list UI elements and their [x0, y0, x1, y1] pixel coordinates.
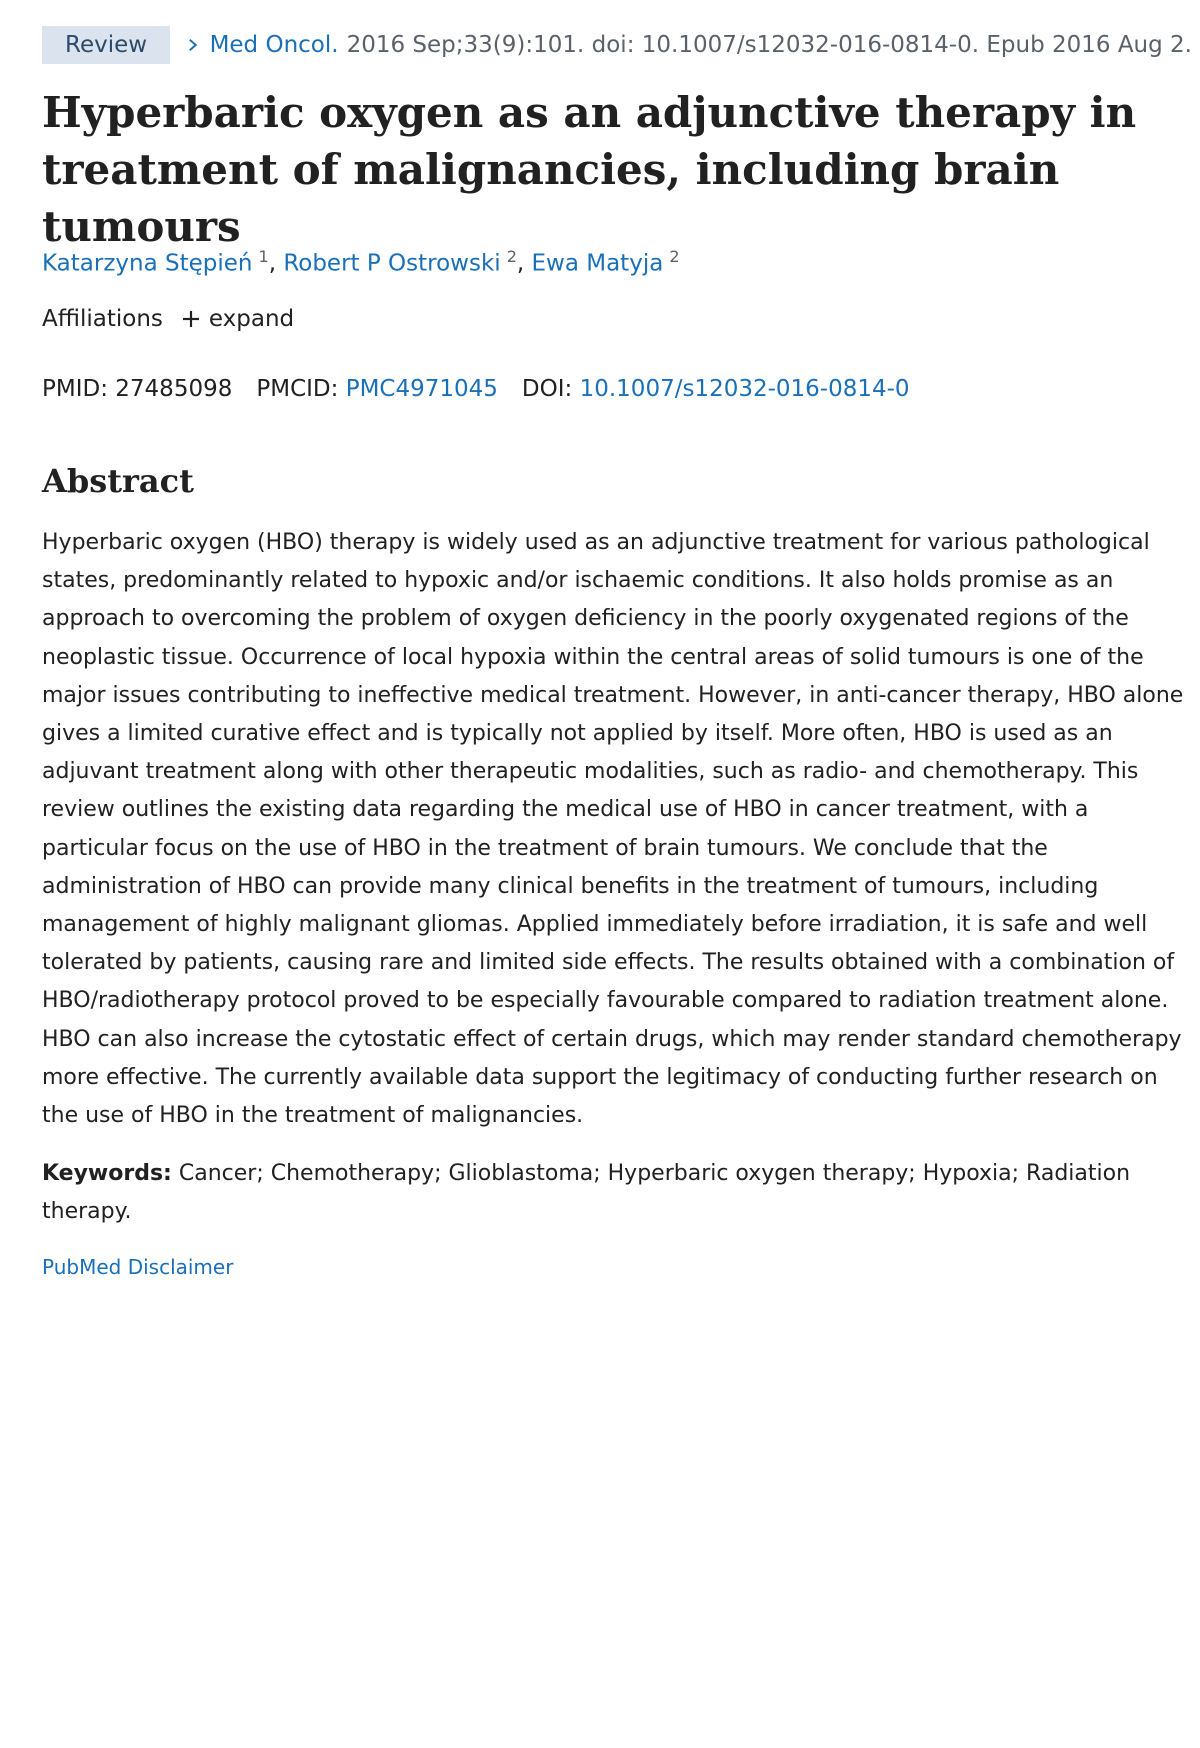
review-badge: Review [42, 26, 170, 64]
keywords [42, 1155, 1182, 1231]
citation-text: 2016 Sep;33(9):101. doi: 10.1007/s12032-016-0814-0. Epub 2016 Aug 2. [346, 32, 1192, 58]
author-separator: , [268, 250, 284, 277]
keywords-label: Keywords: [42, 1161, 172, 1186]
abstract-text: Hyperbaric oxygen (HBO) therapy is widely used as an adjunctive treatment for various pathological states, predominantly related to hypoxic and/or ischaemic conditions. It also holds promise as an approach to overcoming the problem of oxygen deficiency in the poorly oxygenated regions of the neoplastic tissue. Occurrence of local hypoxia within the central areas of solid tumours is one of the major issues contributing to ineffective medical treatment. However, in anti-cancer therapy, HBO alone gives a limited curative effect and is typically not applied by itself. More often, HBO is used as an adjuvant treatment along with other therapeutic modalities, such as radio- and chemotherapy. This review outlines the existing data regarding the medical use of HBO in cancer treatment, with a particular focus on the use of HBO in the treatment of brain tumours. We conclude that the administration of HBO can provide many clinical benefits in the treatment of tumours, including management of highly malignant gliomas. Applied immediately before irradiation, it is safe and well tolerated by patients, causing rare and limited side effects. The results obtained with a combination of HBO/radiotherapy protocol proved to be especially favourable compared to radiation treatment alone. HBO can also increase the cytostatic effect of certain drugs, which may render standard chemotherapy more effective. The currently available data support the legitimacy of conducting further research on the use of HBO in the treatment of malignancies. [42, 530, 1184, 1129]
affiliation-number[interactable]: 2 [506, 247, 517, 266]
journal-link[interactable]: Med Oncol. [209, 32, 339, 58]
affiliation-number[interactable]: 2 [669, 247, 680, 266]
pubmed-disclaimer-link[interactable]: PubMed Disclaimer [42, 1255, 234, 1279]
author-link[interactable]: Ewa Matyja [531, 250, 664, 277]
affiliation-number[interactable]: 1 [258, 247, 269, 266]
doi-label: DOI: [521, 376, 573, 402]
pmid-group [42, 376, 232, 402]
chevron-right-icon[interactable] [186, 35, 200, 55]
affiliations-row [42, 306, 294, 332]
pmcid-group [256, 376, 498, 402]
abstract-heading: Abstract [42, 462, 194, 500]
identifiers-row [42, 376, 934, 402]
doi-group [522, 376, 910, 402]
expand-label: expand [208, 306, 295, 332]
article-citation-line [42, 26, 1192, 64]
pmid-value: 27485098 [115, 376, 233, 402]
plus-icon [181, 309, 201, 329]
pmcid-label: PMCID: [256, 376, 339, 402]
expand-affiliations-button[interactable] [181, 306, 294, 332]
author-list [42, 247, 680, 277]
affiliations-label: Affiliations [42, 306, 163, 332]
article-page [42, 26, 1192, 1279]
author-link[interactable]: Robert P Ostrowski [283, 250, 501, 277]
pmid-label: PMID: [42, 376, 108, 402]
author-link[interactable]: Katarzyna Stępień [42, 250, 253, 277]
keywords-text: Cancer; Chemotherapy; Glioblastoma; Hyperbaric oxygen therapy; Hypoxia; Radiation therapy. [42, 1161, 1131, 1224]
doi-link[interactable]: 10.1007/s12032-016-0814-0 [579, 376, 910, 402]
author-separator: , [516, 250, 532, 277]
article-title: Hyperbaric oxygen as an adjunctive therapy in treatment of malignancies, including brain tumours [42, 88, 1137, 251]
pmcid-link[interactable]: PMC4971045 [345, 376, 498, 402]
